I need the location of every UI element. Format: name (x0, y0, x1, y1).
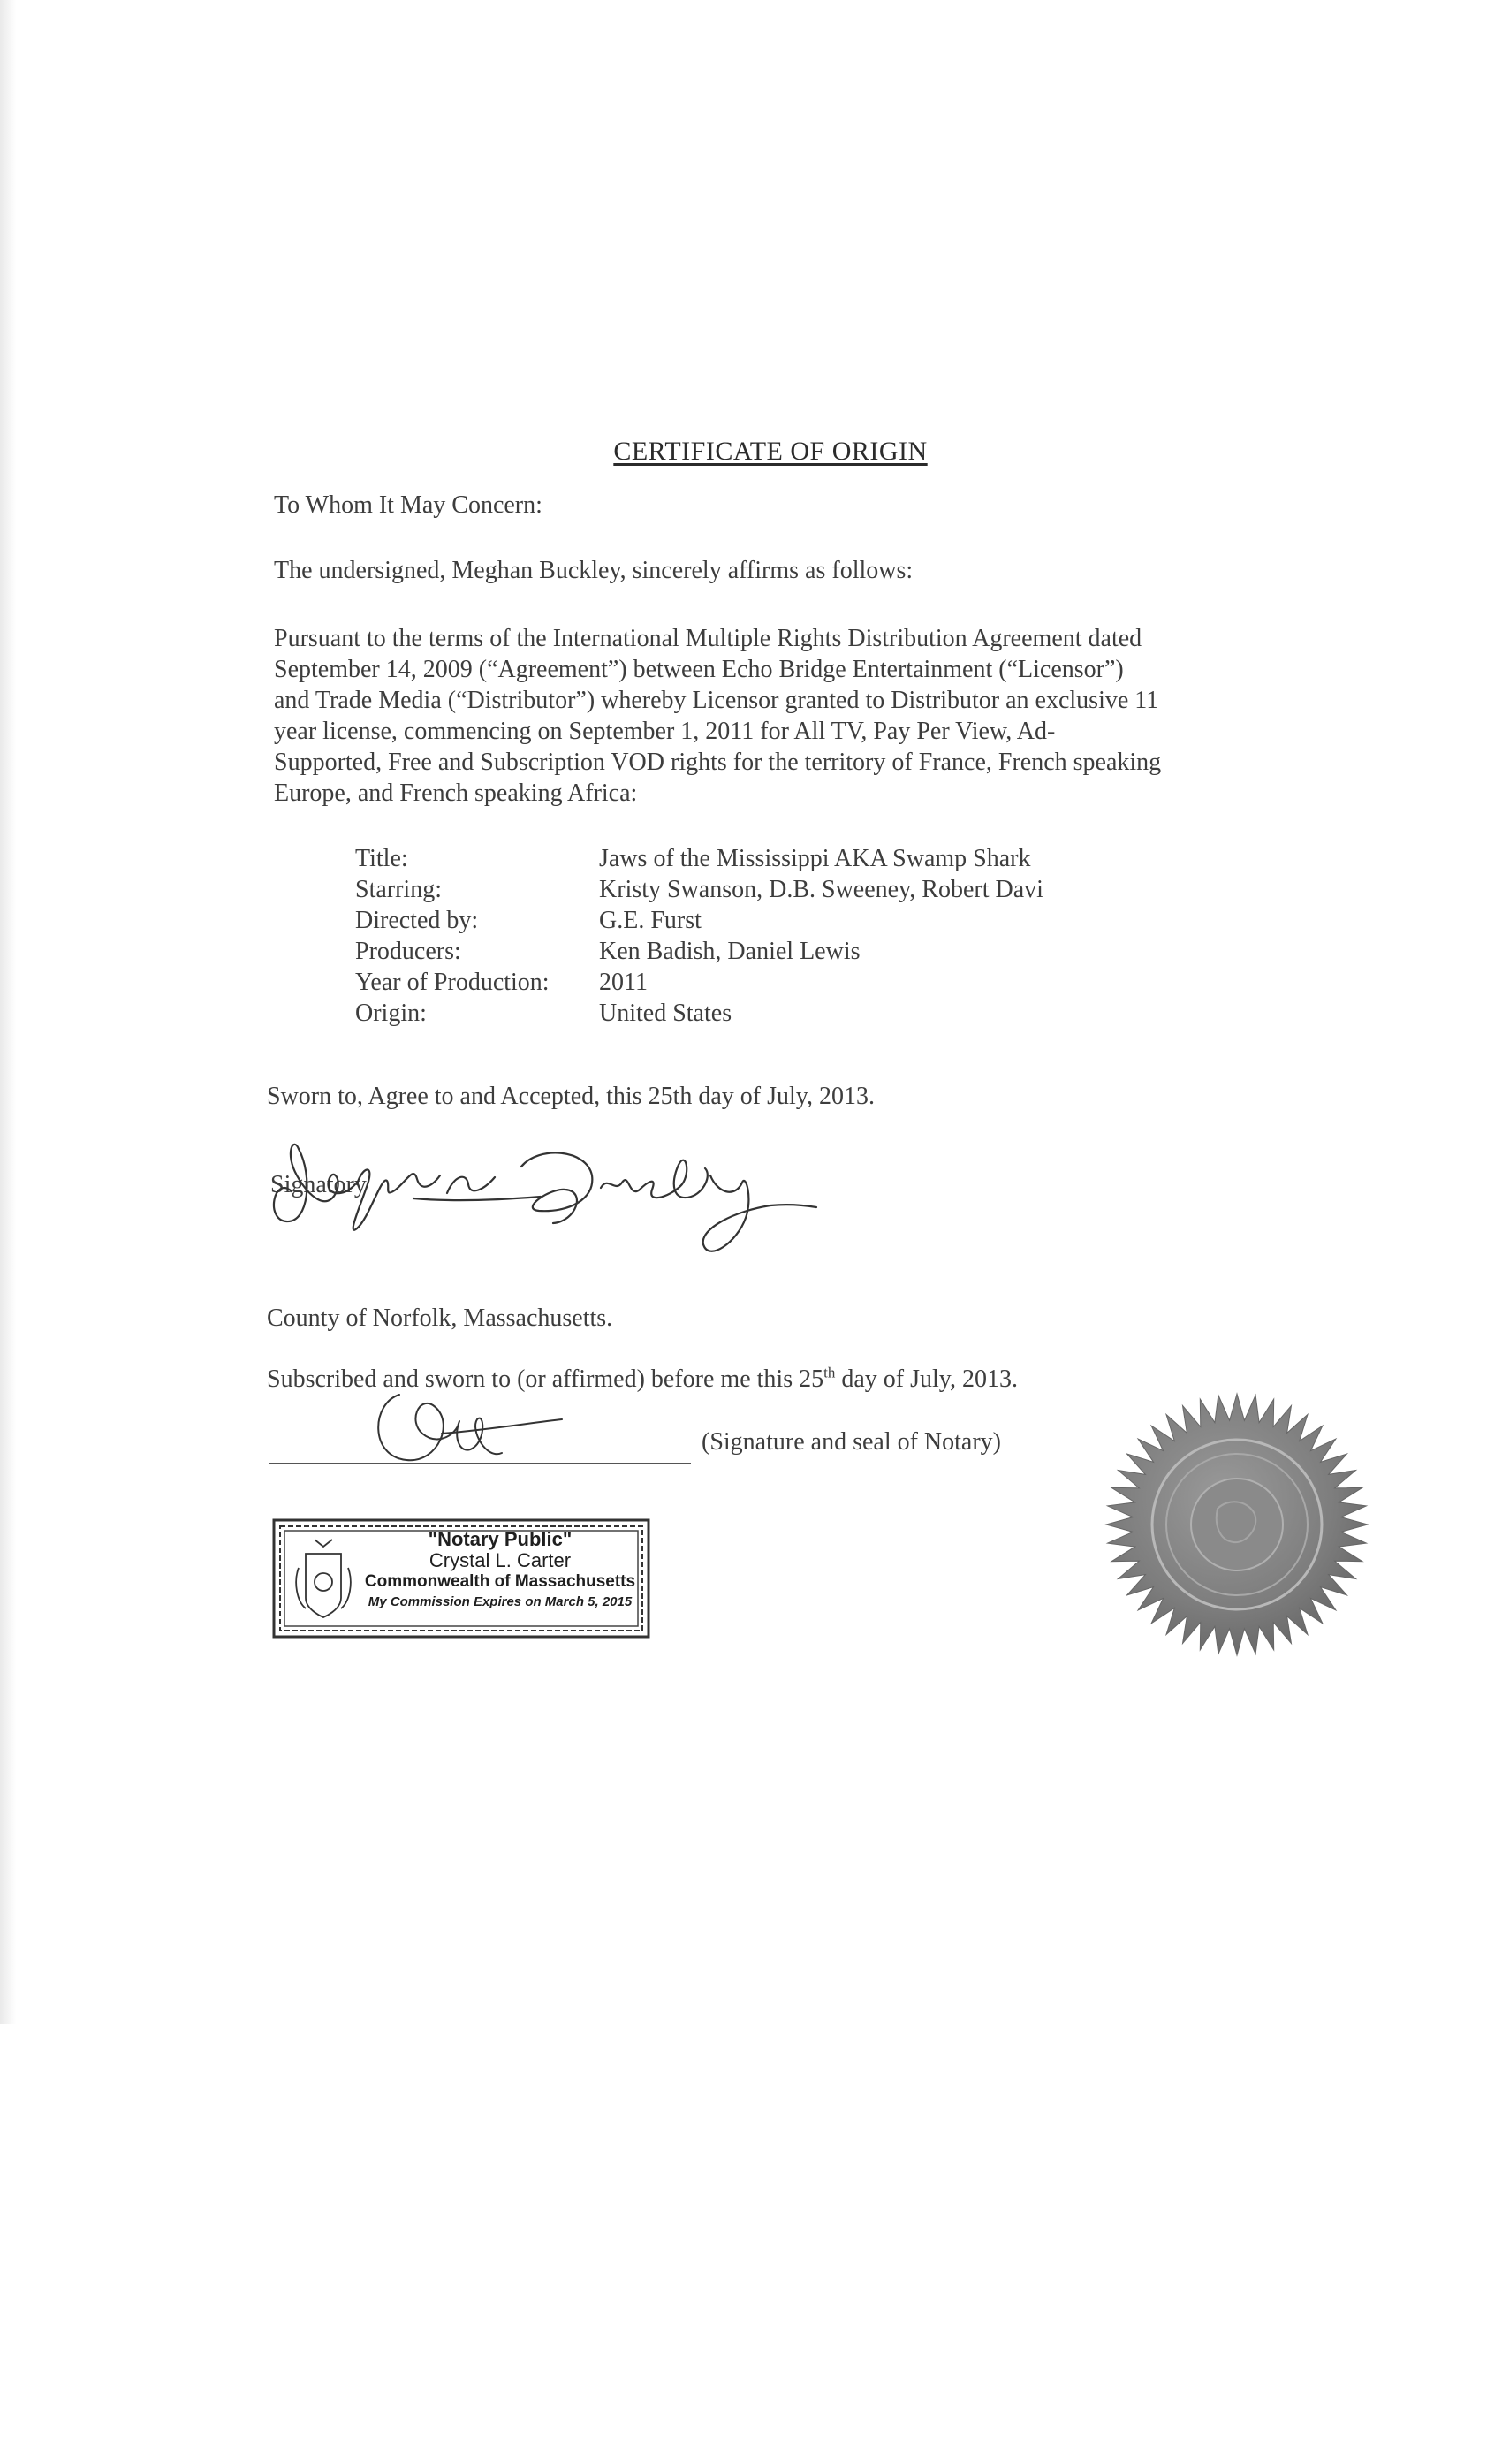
detail-label: Starring: (355, 876, 442, 903)
notary-seal-icon (1104, 1392, 1369, 1657)
detail-label: Directed by: (355, 907, 479, 934)
detail-label: Producers: (355, 938, 461, 965)
stamp-line-3: Commonwealth of Massachusetts (364, 1572, 636, 1591)
paragraph-line: year license, commencing on September 1, 2011 for All TV, Pay Per View, Ad- (274, 718, 1056, 745)
stamp-text (359, 1529, 641, 1612)
detail-value: United States (599, 1000, 732, 1027)
detail-value: Ken Badish, Daniel Lewis (599, 938, 861, 965)
subscribed-date: day of July, 2013. (835, 1365, 1018, 1393)
subscribed-text: Subscribed and sworn to (or affirmed) before me this 25 (267, 1365, 824, 1393)
paragraph-line: Europe, and French speaking Africa: (274, 780, 638, 807)
sworn-statement: Sworn to, Agree to and Accepted, this 25th day of July, 2013. (267, 1083, 875, 1110)
scan-edge-shadow (0, 0, 16, 2024)
agreement-paragraph (274, 623, 1255, 809)
stamp-line-1: "Notary Public" (428, 1528, 573, 1550)
intro-statement: The undersigned, Meghan Buckley, sincerely affirms as follows: (274, 557, 914, 584)
notary-caption: (Signature and seal of Notary) (702, 1428, 1001, 1456)
salutation: To Whom It May Concern: (274, 491, 542, 519)
county-line: County of Norfolk, Massachusetts. (267, 1304, 613, 1332)
notary-signature (353, 1368, 565, 1483)
signatory-label: Signatory (270, 1171, 367, 1198)
ordinal-suffix: th (823, 1364, 836, 1381)
detail-label: Year of Production: (355, 969, 550, 996)
stamp-line-2: Crystal L. Carter (429, 1549, 572, 1571)
document-title-text: CERTIFICATE OF ORIGIN (613, 437, 928, 466)
paragraph-line: Supported, Free and Subscription VOD rights for the territory of France, French speaking (274, 749, 1162, 776)
paragraph-line: and Trade Media (“Distributor”) whereby Licensor granted to Distributor an exclusive 11 (274, 687, 1159, 714)
detail-value: 2011 (599, 969, 648, 996)
detail-value: Kristy Swanson, D.B. Sweeney, Robert Davi (599, 876, 1043, 903)
detail-label: Origin: (355, 1000, 427, 1027)
document-title (0, 437, 1502, 467)
notary-stamp (270, 1517, 652, 1640)
paragraph-line: Pursuant to the terms of the International Multiple Rights Distribution Agreement dated (274, 625, 1142, 652)
stamp-line-4: My Commission Expires on March 5, 2015 (368, 1594, 633, 1609)
detail-value: Jaws of the Mississippi AKA Swamp Shark (599, 845, 1031, 872)
commonwealth-crest-icon (296, 1540, 351, 1617)
paragraph-line: September 14, 2009 (“Agreement”) between Echo Bridge Entertainment (“Licensor”) (274, 656, 1124, 683)
handwritten-signature (258, 1114, 823, 1281)
detail-label: Title: (355, 845, 408, 872)
detail-value: G.E. Furst (599, 907, 702, 934)
